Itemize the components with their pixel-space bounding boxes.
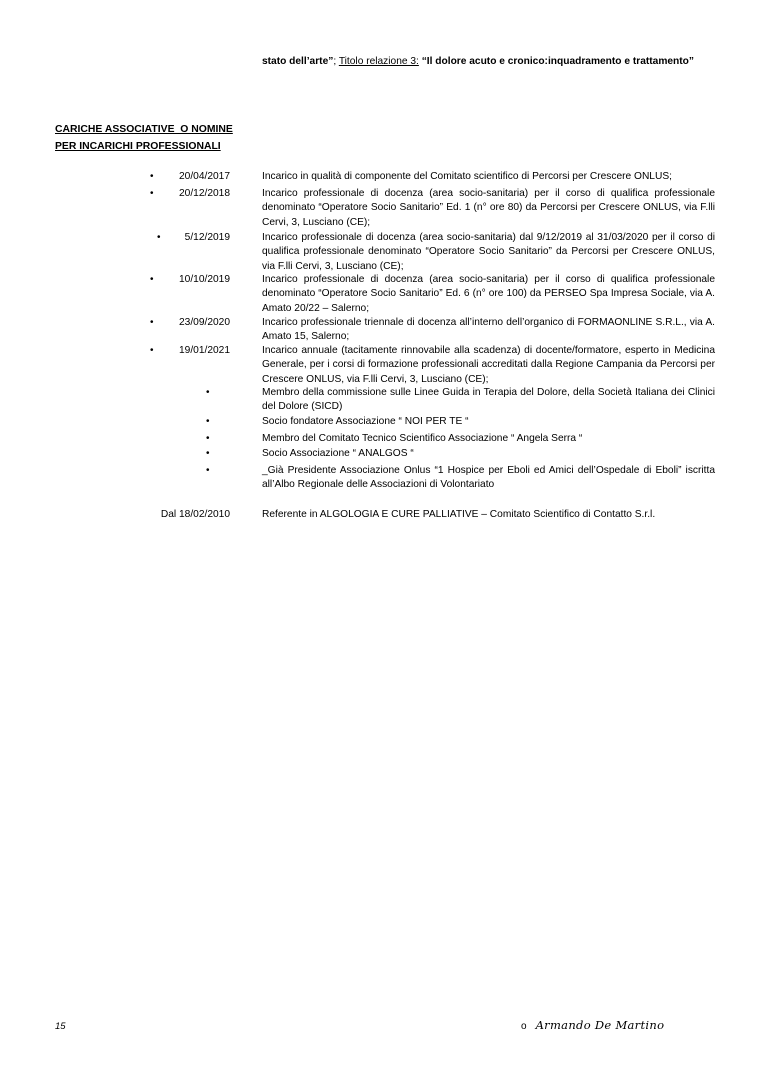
footer-circle: o (521, 1021, 527, 1032)
membership-text: Socio Associazione “ ANALGOS “ (262, 448, 414, 459)
entry-text: Incarico professionale triennale di docenza all’interno dell’organico di FORMAONLINE S.R.L., via A. Amato 15, Salerno; (262, 317, 715, 343)
bullet-icon: • (150, 171, 154, 182)
header-line (262, 55, 732, 69)
header-relazione-label: Titolo relazione 3: (338, 56, 419, 67)
header-separator: ; (333, 56, 339, 67)
signature: Armando De Martino (535, 1018, 665, 1032)
entry-text: Incarico annuale (tacitamente rinnovabile alla scadenza) di docente/formatore, esperto in Medicina Generale, per i corsi di formazione professionali accreditati dalla Regione Campania da Percorsi per Crescere ONLUS, via F.lli Cervi, 3, Lusciano (CE); (262, 345, 715, 385)
referent-text: Referente in ALGOLOGIA E CURE PALLIATIVE – Comitato Scientifico di Contatto S.r.l. (262, 509, 656, 520)
membership-text: _Già Presidente Associazione Onlus “1 Hospice per Eboli ed Amici dell’Ospedale di Eboli” iscritta all’Albo Regionale delle Associazioni di Volontariato (262, 465, 715, 491)
entry-text: Incarico in qualità di componente del Comitato scientifico di Percorsi per Crescere ONLUS; (262, 171, 672, 182)
entry-date: 20/04/2017 (179, 171, 230, 182)
entry-date: 20/12/2018 (179, 188, 230, 199)
bullet-icon: • (150, 345, 154, 356)
entry-text: Incarico professionale di docenza (area socio-sanitaria) dal 9/12/2019 al 31/03/2020 per il corso di qualifica professionale denominato “Operatore Socio Sanitario” da Percorsi per Crescere ONLUS, via F.lli Cervi, 3, Lusciano (CE); (262, 232, 715, 272)
header-prefix: stato dell’arte” (262, 56, 334, 67)
entry-text: Incarico professionale di docenza (area socio-sanitaria) per il corso di qualifica professionale denominato “Operatore Socio Sanitario” Ed. 1 (n° ore 80) da Percorsi per Crescere ONLUS, via F.lli Cervi, 3, Lusciano (CE); (262, 188, 715, 228)
bullet-icon: • (150, 317, 154, 328)
footer-signature (521, 1018, 664, 1032)
bullet-icon: • (157, 232, 161, 243)
section-title-line-1: CARICHE ASSOCIATIVE O NOMINE (55, 124, 233, 135)
membership-text: Membro del Comitato Tecnico Scientifico Associazione “ Angela Serra “ (262, 433, 583, 444)
entry-text: Incarico professionale di docenza (area socio-sanitaria) per il corso di qualifica professionale denominato “Operatore Socio Sanitario” Ed. 6 (n° ore 100) da PERSEO Spa Impresa Sociale, via A. Amato 20/22 – Salerno; (262, 274, 715, 314)
section-title (55, 121, 233, 155)
bullet-icon: • (206, 387, 210, 398)
entry-date: 19/01/2021 (179, 345, 230, 356)
page-number: 15 (55, 1021, 66, 1032)
referent-date: Dal 18/02/2010 (160, 509, 230, 520)
bullet-icon: • (150, 188, 154, 199)
membership-text: Membro della commissione sulle Linee Guida in Terapia del Dolore, della Società Italiana dei Clinici del Dolore (SICD) (262, 387, 715, 413)
entry-date: 10/10/2019 (179, 274, 230, 285)
header-title-open: “Il dolore acuto e cronico (418, 56, 545, 67)
bullet-icon: • (150, 274, 154, 285)
bullet-icon: • (206, 433, 210, 444)
bullet-icon: • (206, 465, 210, 476)
bullet-icon: • (206, 448, 210, 459)
entry-date: 23/09/2020 (179, 317, 230, 328)
entry-date: 5/12/2019 (184, 232, 230, 243)
header-title-rest: :inquadramento e trattamento” (544, 56, 694, 67)
bullet-icon: • (206, 416, 210, 427)
section-title-line-2: PER INCARICHI PROFESSIONALI (55, 141, 221, 152)
membership-text: Socio fondatore Associazione “ NOI PER TE “ (262, 416, 469, 427)
